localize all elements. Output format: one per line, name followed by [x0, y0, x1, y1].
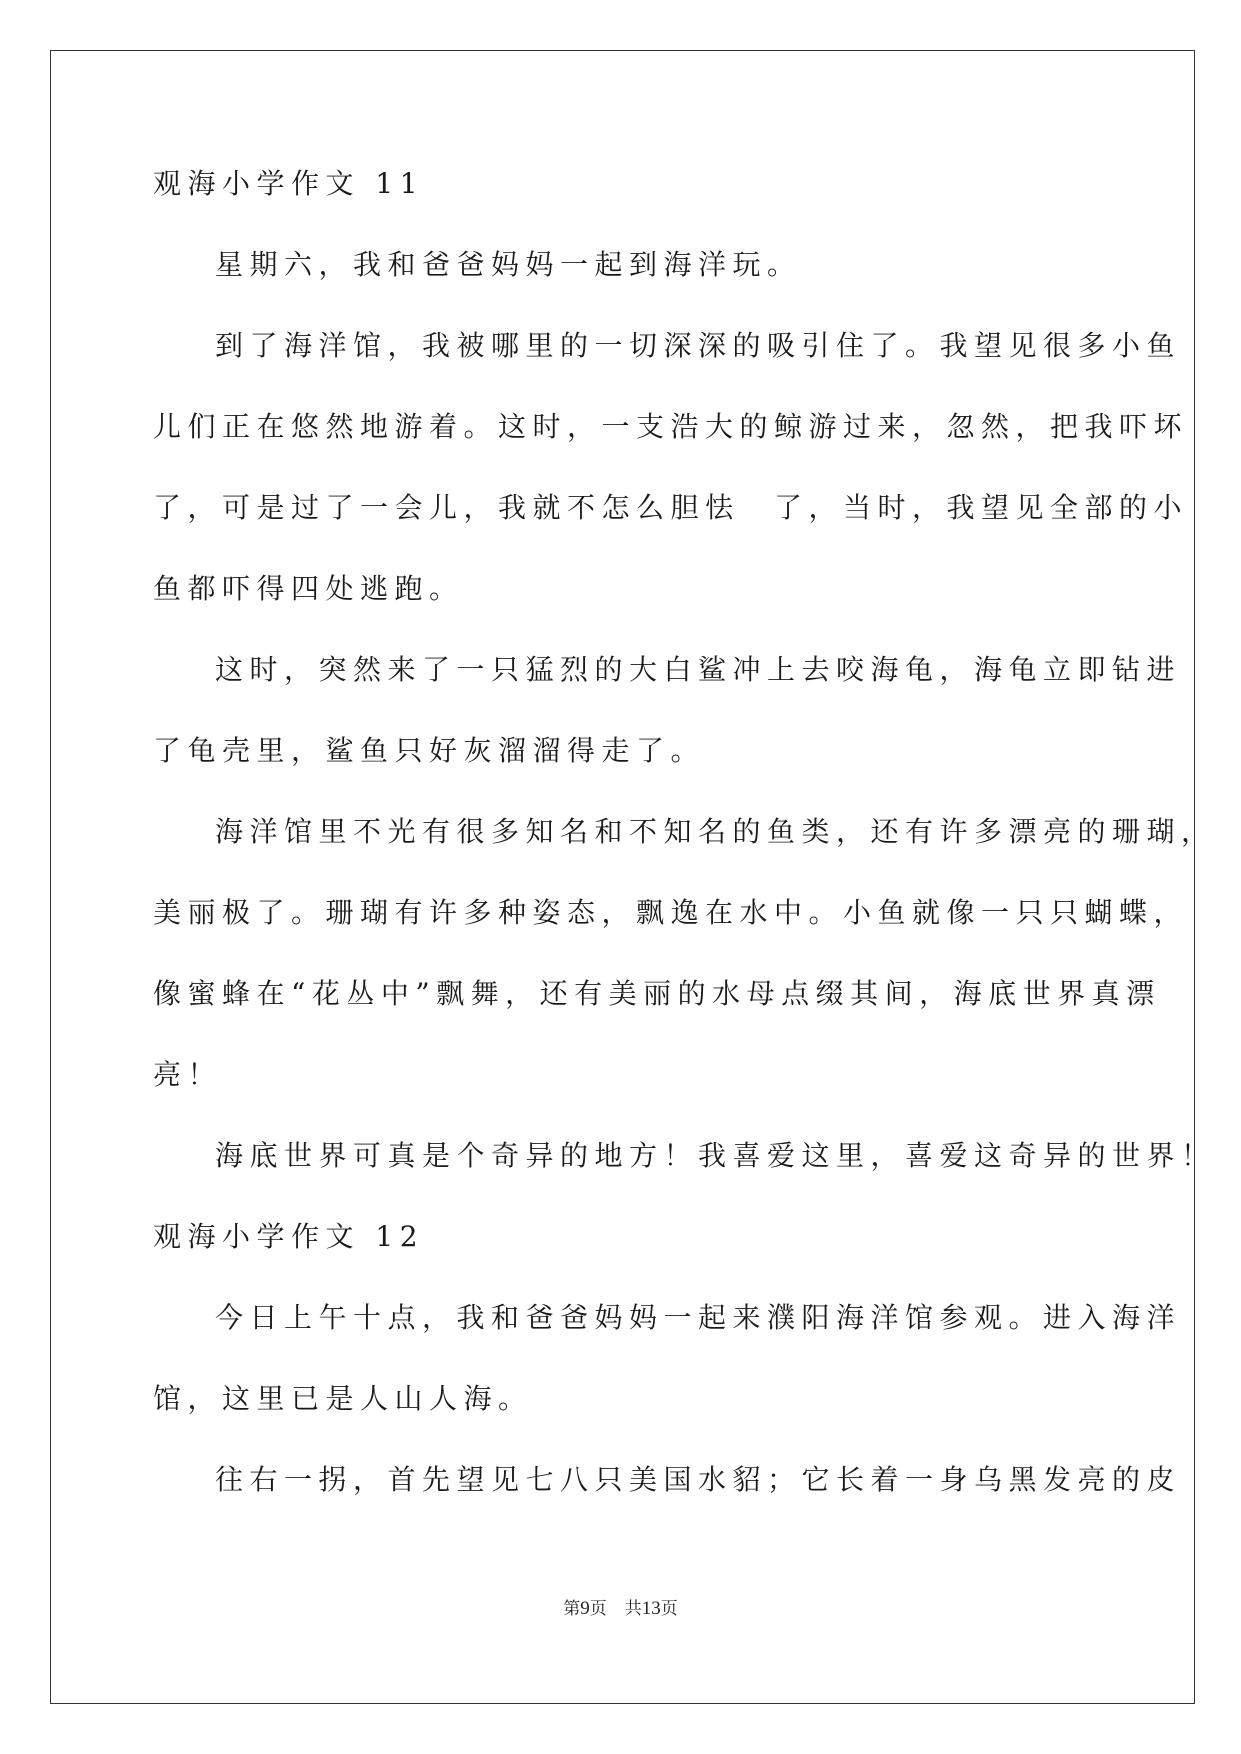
page-number: 9: [580, 1598, 590, 1619]
paragraph-line: 像蜜蜂在“花丛中”飘舞，还有美丽的水母点缀其间，海底世界真漂: [153, 977, 1161, 1010]
paragraph-line: 今日上午十点，我和爸爸妈妈一起来濮阳海洋馆参观。进入海洋: [215, 1301, 1182, 1334]
paragraph-line: 鱼都吓得四处逃跑。: [153, 572, 464, 605]
paragraph-line: 了，可是过了一会儿，我就不怎么胆怯 了，当时，我望见全部的小: [153, 491, 1189, 524]
page-footer: [0, 1598, 1241, 1620]
paragraph-line: 儿们正在悠然地游着。这时，一支浩大的鲸游过来，忽然，把我吓坏: [153, 410, 1189, 443]
paragraph-line: 星期六，我和爸爸妈妈一起到海洋玩。: [215, 248, 802, 281]
paragraph-line: 往右一拐，首先望见七八只美国水貂；它长着一身乌黑发亮的皮: [215, 1463, 1182, 1496]
page-suffix: 页: [589, 1599, 607, 1619]
paragraph-line: 海底世界可真是个奇异的地方！我喜爱这里，喜爱这奇异的世界！: [215, 1139, 1216, 1172]
heading-essay-12: 观海小学作文 12: [153, 1220, 425, 1253]
paragraph-line: 馆，这里已是人山人海。: [153, 1382, 533, 1415]
paragraph-line: 这时，突然来了一只猛烈的大白鲨冲上去咬海龟，海龟立即钻进: [215, 653, 1182, 686]
paragraph-line: 到了海洋馆，我被哪里的一切深深的吸引住了。我望见很多小鱼: [215, 329, 1182, 362]
heading-essay-11: 观海小学作文 11: [153, 167, 425, 200]
paragraph-line: 海洋馆里不光有很多知名和不知名的鱼类，还有许多漂亮的珊瑚，: [215, 815, 1216, 848]
total-prefix: 共: [624, 1599, 642, 1619]
paragraph-line: 了龟壳里，鲨鱼只好灰溜溜得走了。: [153, 734, 706, 767]
document-body: [153, 165, 1216, 1542]
total-suffix: 页: [660, 1599, 678, 1619]
paragraph-line: 美丽极了。珊瑚有许多种姿态，飘逸在水中。小鱼就像一只只蝴蝶，: [153, 896, 1189, 929]
paragraph-line: 亮！: [153, 1058, 223, 1091]
total-pages: 13: [641, 1598, 661, 1619]
page-prefix: 第: [563, 1599, 581, 1619]
